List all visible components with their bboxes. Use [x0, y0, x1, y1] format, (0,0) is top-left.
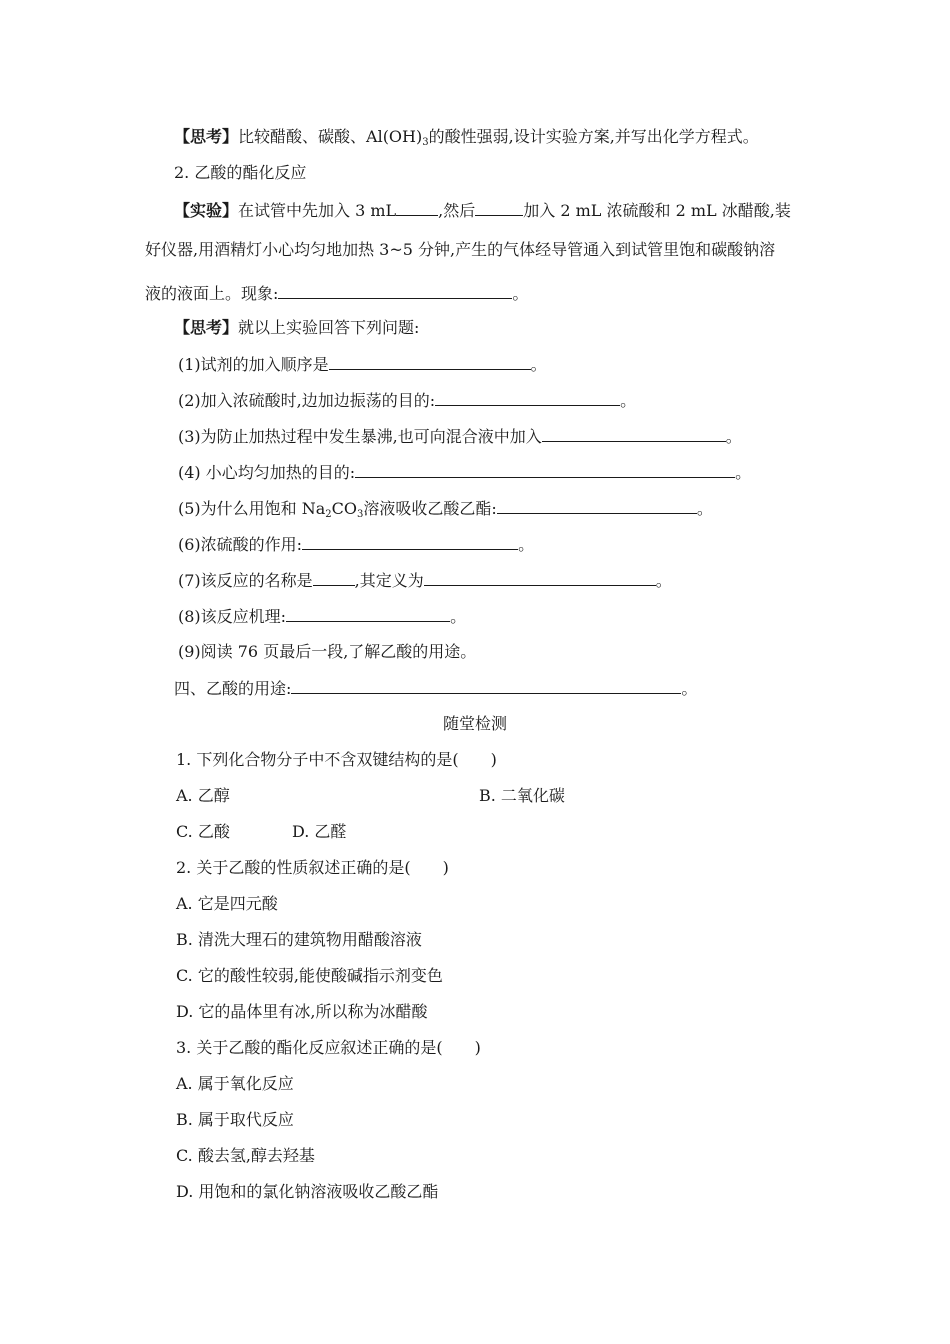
punctuation: 。 [696, 499, 713, 518]
punctuation: 。 [681, 679, 698, 698]
question-text: (8)该反应机理: [178, 607, 287, 626]
experiment-text: 液的液面上。现象: [145, 284, 279, 303]
think-heading: 【思考】 [174, 127, 239, 146]
quiz-option[interactable]: C. 酸去氢,醇去羟基 [176, 1146, 315, 1165]
section-four [174, 678, 697, 699]
question-1 [178, 354, 547, 375]
question-text: 溶液吸收乙酸乙酯: [363, 499, 497, 518]
question-text: (7)该反应的名称是 [178, 571, 313, 590]
experiment-line-1 [174, 200, 791, 221]
answer-blank[interactable] [313, 570, 355, 586]
punctuation: 。 [735, 463, 752, 482]
quiz-option[interactable]: C. 乙酸 [176, 822, 230, 841]
question-text: (4) 小心均匀加热的目的: [178, 463, 356, 482]
experiment-text: 加入 2 mL 浓硫酸和 2 mL 冰醋酸,装 [523, 201, 791, 220]
question-text: CO [331, 499, 358, 518]
question-9: (9)阅读 76 页最后一段,了解乙酸的用途。 [178, 642, 477, 661]
quiz-title: 随堂检测 [442, 714, 507, 733]
think-heading: 【思考】 [174, 318, 239, 337]
quiz-option[interactable]: A. 属于氧化反应 [176, 1074, 294, 1093]
punctuation: 。 [450, 607, 467, 626]
experiment-line-2: 好仪器,用酒精灯小心均匀地加热 3~5 分钟,产生的气体经导管通入到试管里饱和碳酸钠溶 [145, 240, 776, 259]
think-paragraph-2 [174, 318, 419, 338]
question-text: (3)为防止加热过程中发生暴沸,也可向混合液中加入 [178, 427, 542, 446]
quiz-question-1: 1. 下列化合物分子中不含双键结构的是( ) [176, 750, 497, 769]
question-text: (6)浓硫酸的作用: [178, 535, 303, 554]
question-2 [178, 390, 636, 411]
section-text: 四、乙酸的用途: [174, 679, 292, 698]
question-8 [178, 606, 466, 627]
quiz-option[interactable]: A. 乙醇 [176, 786, 230, 805]
answer-blank[interactable] [286, 606, 450, 622]
question-text: ,其定义为 [354, 571, 424, 590]
question-5 [178, 498, 713, 519]
experiment-heading: 【实验】 [174, 201, 239, 220]
quiz-option[interactable]: B. 二氧化碳 [479, 786, 565, 805]
question-3 [178, 426, 742, 447]
answer-blank[interactable] [435, 390, 620, 406]
quiz-option[interactable]: D. 它的晶体里有冰,所以称为冰醋酸 [176, 1002, 428, 1021]
experiment-text: ,然后 [438, 201, 476, 220]
section-title: 2. 乙酸的酯化反应 [174, 163, 307, 182]
question-6 [178, 534, 534, 555]
quiz-question-3: 3. 关于乙酸的酯化反应叙述正确的是( ) [176, 1038, 481, 1057]
punctuation: 。 [530, 355, 547, 374]
think-paragraph-1 [174, 127, 759, 147]
subscript: 3 [422, 137, 429, 148]
answer-blank[interactable] [475, 200, 523, 216]
answer-blank[interactable] [355, 462, 735, 478]
question-text: (5)为什么用饱和 Na [178, 499, 326, 518]
punctuation: 。 [655, 571, 672, 590]
answer-blank[interactable] [278, 283, 512, 299]
question-4 [178, 462, 751, 483]
subscript: 2 [325, 509, 332, 520]
question-text: (2)加入浓硫酸时,边加边振荡的目的: [178, 391, 436, 410]
quiz-option[interactable]: B. 属于取代反应 [176, 1110, 294, 1129]
answer-blank[interactable] [329, 354, 531, 370]
quiz-option[interactable]: A. 它是四元酸 [176, 894, 278, 913]
question-7 [178, 570, 672, 591]
question-text: (1)试剂的加入顺序是 [178, 355, 329, 374]
punctuation: 。 [725, 427, 742, 446]
answer-blank[interactable] [424, 570, 656, 586]
quiz-option[interactable]: C. 它的酸性较弱,能使酸碱指示剂变色 [176, 966, 443, 985]
punctuation: 。 [518, 535, 535, 554]
quiz-option[interactable]: B. 清洗大理石的建筑物用醋酸溶液 [176, 930, 422, 949]
quiz-option[interactable]: D. 用饱和的氯化钠溶液吸收乙酸乙酯 [176, 1182, 439, 1201]
experiment-line-3 [145, 283, 528, 304]
answer-blank[interactable] [302, 534, 518, 550]
answer-blank[interactable] [396, 200, 438, 216]
quiz-option[interactable]: D. 乙醛 [292, 822, 347, 841]
subscript: 3 [357, 509, 364, 520]
answer-blank[interactable] [291, 678, 681, 694]
answer-blank[interactable] [542, 426, 726, 442]
answer-blank[interactable] [497, 498, 697, 514]
think-text: 比较醋酸、碳酸、Al(OH) [238, 127, 423, 146]
punctuation: 。 [512, 284, 529, 303]
punctuation: 。 [620, 391, 637, 410]
think-text: 就以上实验回答下列问题: [238, 318, 420, 337]
quiz-question-2: 2. 关于乙酸的性质叙述正确的是( ) [176, 858, 449, 877]
think-text: 的酸性强弱,设计实验方案,并写出化学方程式。 [428, 127, 759, 146]
experiment-text: 在试管中先加入 3 mL [238, 201, 397, 220]
